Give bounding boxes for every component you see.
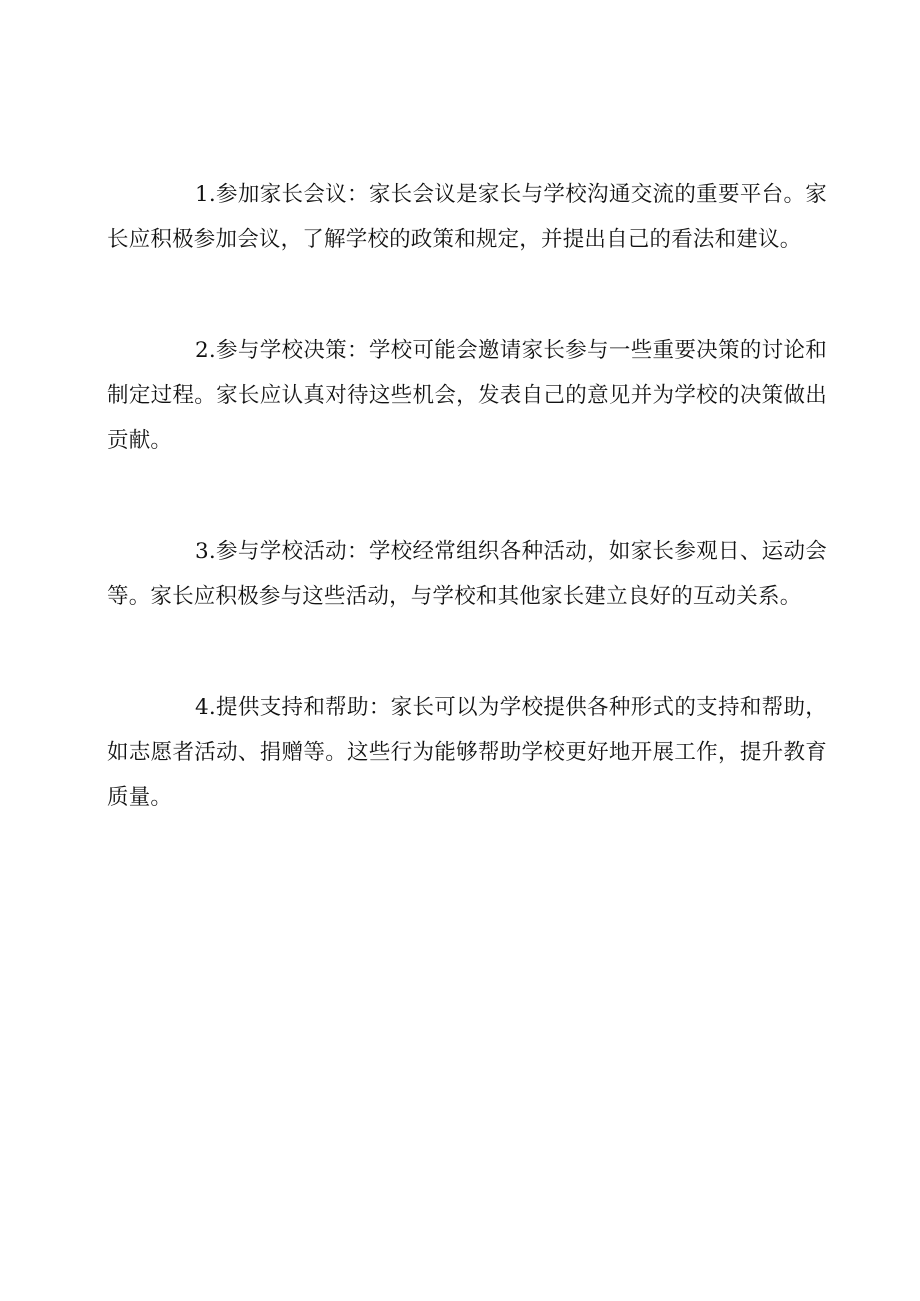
paragraph-text: .参加家长会议：家长会议是家长与学校沟通交流的重要平台。家长应积极参加会议，了解学校的政策和规定，并提出自己的看法和建议。: [107, 182, 827, 252]
document-body: [107, 172, 827, 886]
paragraph-number: 2: [195, 338, 209, 363]
paragraph-number: 1: [195, 182, 209, 207]
paragraph-text: .参与学校活动：学校经常组织各种活动，如家长参观日、运动会等。家长应积极参与这些活动，与学校和其他家长建立良好的互动关系。: [107, 539, 827, 609]
paragraph-text: .提供支持和帮助：家长可以为学校提供各种形式的支持和帮助，如志愿者活动、捐赠等。这些行为能够帮助学校更好地开展工作，提升教育质量。: [107, 695, 827, 810]
paragraph-4: [107, 685, 827, 820]
paragraph-3: [107, 529, 827, 619]
paragraph-number: 3: [195, 539, 209, 564]
paragraph-number: 4: [195, 695, 209, 720]
paragraph-2: [107, 328, 827, 463]
paragraph-1: [107, 172, 827, 262]
paragraph-text: .参与学校决策：学校可能会邀请家长参与一些重要决策的讨论和制定过程。家长应认真对待这些机会，发表自己的意见并为学校的决策做出贡献。: [107, 338, 827, 453]
